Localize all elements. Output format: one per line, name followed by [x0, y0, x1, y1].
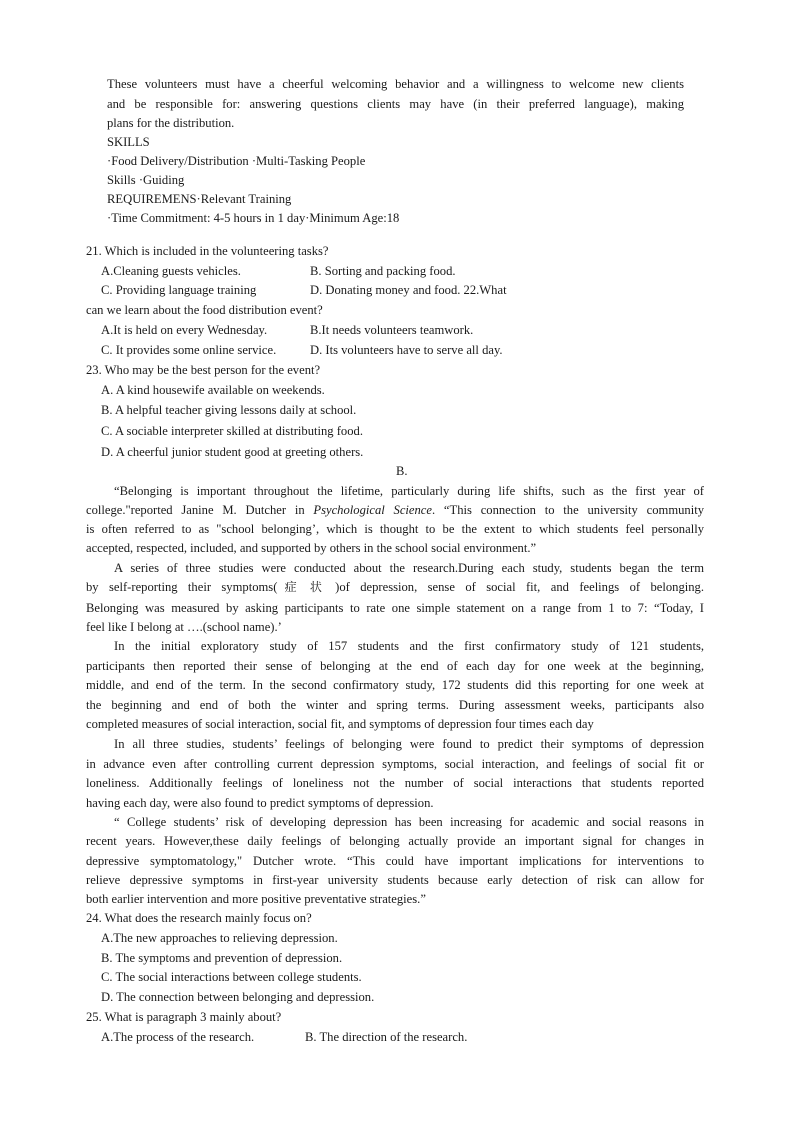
- q24-option-d: D. The connection between belonging and depression.: [101, 990, 375, 1004]
- p4-line-1: In all three studies, students’ feelings of belonging were found to predict their symptoms of depression: [114, 737, 704, 751]
- p1-line-4: accepted, respected, included, and supported by others in the school social environment.”: [86, 541, 537, 555]
- q25-option-b: B. The direction of the research.: [305, 1030, 468, 1044]
- p2-line-2-post: )of depression, sense of social fit, and feelings of belonging.: [335, 580, 704, 594]
- q21-option-b: B. Sorting and packing food.: [310, 264, 456, 278]
- p4-line-2: in advance even after controlling current depression symptoms, social interaction, and feelings of social fit or: [86, 757, 704, 771]
- q22-option-d: D. Its volunteers have to serve all day.: [310, 343, 503, 357]
- p3-line-5: completed measures of social interaction, social fit, and symptoms of depression four times each day: [86, 717, 594, 731]
- q22-option-a: A.It is held on every Wednesday.: [101, 323, 268, 337]
- intro-line-1: These volunteers must have a cheerful welcoming behavior and a willingness to welcome new clients: [107, 77, 684, 91]
- q24-option-c: C. The social interactions between college students.: [101, 970, 362, 984]
- skills-heading: SKILLS: [107, 135, 150, 149]
- p4-line-3: loneliness. Additionally feelings of loneliness not the number of social interactions that students reported: [86, 776, 704, 790]
- q22-option-c: C. It provides some online service.: [101, 343, 277, 357]
- p5-line-1: “ College students’ risk of developing depression has been increasing for academic and social reasons in: [114, 815, 704, 829]
- intro-line-2: and be responsible for: answering questions clients may have (in their preferred language), making: [107, 97, 684, 111]
- p2-line-3: Belonging was measured by asking participants to rate one simple statement on a range from 1 to 7: “Today, I: [86, 601, 704, 615]
- section-b-heading: B.: [396, 464, 408, 478]
- p5-line-2: recent years. However,these daily feelings of belonging actually provide an important signal for changes in: [86, 834, 704, 848]
- chinese-gloss: 症状: [277, 580, 336, 594]
- p2-line-2-pre: by self-reporting their symptoms(: [86, 580, 278, 594]
- p5-line-3: depressive symptomatology," Dutcher wrote. “This could have important implications for interventions to: [86, 854, 704, 868]
- q23-option-d: D. A cheerful junior student good at greeting others.: [101, 445, 364, 459]
- q23-option-b: B. A helpful teacher giving lessons daily at school.: [101, 403, 357, 417]
- question-23-stem: 23. Who may be the best person for the event?: [86, 363, 321, 377]
- p2-line-1: A series of three studies were conducted about the research.During each study, students began the term: [114, 561, 704, 575]
- q21-option-d: D. Donating money and food. 22.What: [310, 283, 507, 297]
- p3-line-2: participants then reported their sense of belonging at the end of each day for one week at the beginning,: [86, 659, 704, 673]
- p3-line-1: In the initial exploratory study of 157 students and the first confirmatory study of 121 students,: [114, 639, 704, 653]
- p2-line-2: [86, 579, 704, 595]
- p4-line-4: having each day, were also found to predict symptoms of depression.: [86, 796, 434, 810]
- p5-line-4: relieve depressive symptoms in first-year university students because early detection of risk can allow for: [86, 873, 704, 887]
- q22-option-b: B.It needs volunteers teamwork.: [310, 323, 474, 337]
- p1-line-2-post: . “This connection to the university community: [432, 503, 704, 517]
- q23-option-c: C. A sociable interpreter skilled at distributing food.: [101, 424, 363, 438]
- p1-line-3: is often referred to as "school belonging’, which is thought to be the extent to which students feel personally: [86, 522, 704, 536]
- skills-line-2: Skills ·Guiding: [107, 173, 185, 187]
- q24-option-a: A.The new approaches to relieving depression.: [101, 931, 338, 945]
- q21-option-a: A.Cleaning guests vehicles.: [101, 264, 241, 278]
- question-22-stem: can we learn about the food distribution event?: [86, 303, 323, 317]
- p1-line-2-pre: college."reported Janine M. Dutcher in: [86, 503, 314, 517]
- question-21-stem: 21. Which is included in the volunteering tasks?: [86, 244, 329, 258]
- question-24-stem: 24. What does the research mainly focus on?: [86, 911, 312, 925]
- p2-line-4: feel like I belong at ….(school name).’: [86, 620, 282, 634]
- p1-line-1: “Belonging is important throughout the lifetime, particularly during life shifts, such as the first year of: [114, 484, 704, 498]
- q23-option-a: A. A kind housewife available on weekends.: [101, 383, 325, 397]
- q25-option-a: A.The process of the research.: [101, 1030, 255, 1044]
- time-commitment-line: ·Time Commitment: 4-5 hours in 1 day·Minimum Age:18: [107, 211, 400, 225]
- p3-line-4: the beginning and end of both the winter and spring terms. During assessment weeks, participants also: [86, 698, 704, 712]
- question-25-stem: 25. What is paragraph 3 mainly about?: [86, 1010, 282, 1024]
- p5-line-5: both earlier intervention and more positive preventative strategies.”: [86, 892, 426, 906]
- journal-name: Psychological Science: [313, 503, 432, 517]
- p1-line-2: [86, 502, 704, 518]
- q24-option-b: B. The symptoms and prevention of depression.: [101, 951, 343, 965]
- intro-line-3: plans for the distribution.: [107, 116, 235, 130]
- skills-line-1: ·Food Delivery/Distribution ·Multi-Tasking People: [107, 154, 366, 168]
- requirements-line: REQUIREMENS·Relevant Training: [107, 192, 292, 206]
- p3-line-3: middle, and end of the term. In the second confirmatory study, 172 students did this reporting for one week at: [86, 678, 704, 692]
- q21-option-c: C. Providing language training: [101, 283, 257, 297]
